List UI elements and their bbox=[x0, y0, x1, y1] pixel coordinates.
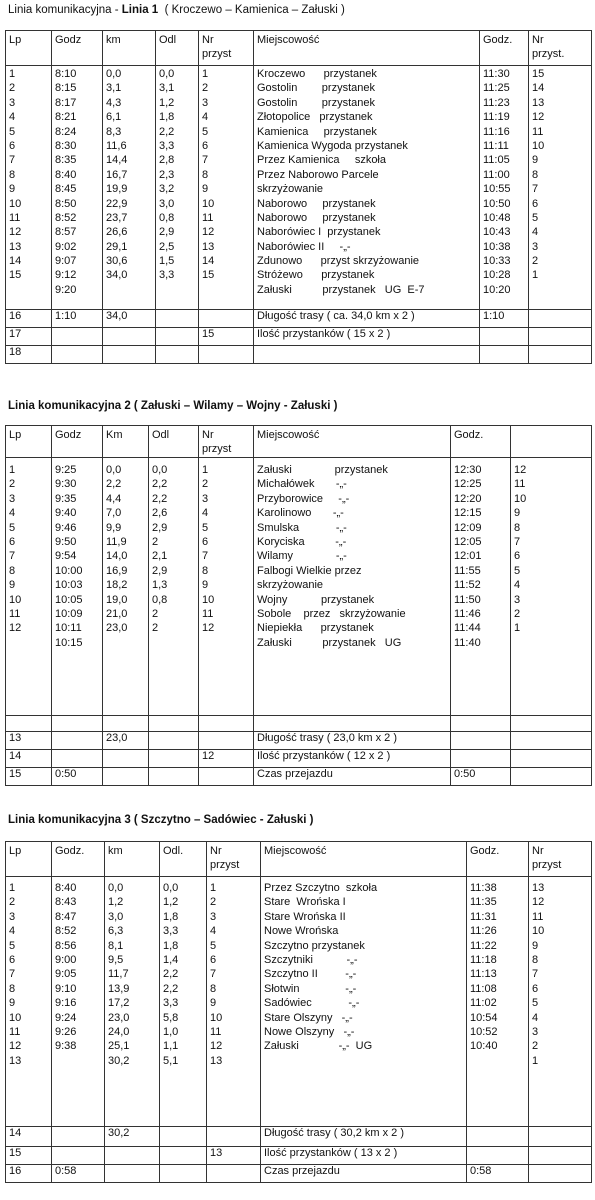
lp-column: 1 2 3 4 5 6 7 8 9 10 11 12 13 14 15 bbox=[6, 66, 52, 310]
nr-return-column: 15 14 13 12 11 10 9 8 7 6 5 4 3 2 1 bbox=[529, 66, 592, 310]
col-lp: Lp bbox=[6, 426, 52, 458]
table-row: 15 13 Ilość przystanków ( 13 x 2 ) bbox=[6, 1147, 592, 1165]
nr-column: 1 2 3 4 5 6 7 8 9 10 11 12 bbox=[199, 458, 254, 716]
table-row: 14 12 Ilość przystanków ( 12 x 2 ) bbox=[6, 750, 592, 768]
table-header-row bbox=[6, 842, 592, 877]
table-row: 18 bbox=[6, 346, 592, 364]
table-row: 14 30,2 Długość trasy ( 30,2 km x 2 ) bbox=[6, 1127, 592, 1147]
col-nr-przyst-return bbox=[511, 426, 592, 458]
nr-column: 1 2 3 4 5 6 7 8 9 10 11 12 13 bbox=[207, 877, 261, 1127]
col-lp: Lp bbox=[6, 842, 52, 877]
godz-return-column: 11:30 11:25 11:23 11:19 11:16 11:11 11:05 11:00 10:55 10:50 10:48 10:43 10:38 10:33 10:28 10:20 bbox=[480, 66, 529, 310]
km-column: 0,0 1,2 3,0 6,3 8,1 9,5 11,7 13,9 17,2 23,0 24,0 25,1 30,2 bbox=[105, 877, 160, 1127]
line-2-table bbox=[5, 425, 592, 786]
col-godz-return: Godz. bbox=[480, 31, 529, 66]
col-nr-przyst-return: Nr przyst bbox=[529, 842, 592, 877]
miejscowosc-column: Załuski przystanek Michałówek -„- Przyborowice -„- Karolinowo -„- Smulska -„- Koryciskа -„- Wilamy -„- Falbogi Wielkie przez skrzyżowanie Wojny przystanek Sobole przez skrzyżowanie Niepiekła przystanek Załuski przystanek UG bbox=[254, 458, 451, 716]
col-godz: Godz bbox=[52, 31, 103, 66]
line-3-title: Linia komunikacyjna 3 ( Szczytno – Sadówiec - Załuski ) bbox=[8, 814, 314, 826]
col-miejscowosc: Miejscowość bbox=[261, 842, 467, 877]
table-body-row bbox=[6, 66, 592, 310]
line-3-table bbox=[5, 841, 592, 1183]
odl-column: 0,0 3,1 1,2 1,8 2,2 3,3 2,8 2,3 3,2 3,0 0,8 2,9 2,5 1,5 3,3 bbox=[156, 66, 199, 310]
col-godz-return: Godz. bbox=[451, 426, 511, 458]
odl-column: 0,0 1,2 1,8 3,3 1,8 1,4 2,2 2,2 3,3 5,8 1,0 1,1 5,1 bbox=[160, 877, 207, 1127]
nr-return-column: 13 12 11 10 9 8 7 6 5 4 3 2 1 bbox=[529, 877, 592, 1127]
col-odl: Odl bbox=[156, 31, 199, 66]
col-godz-return: Godz. bbox=[467, 842, 529, 877]
table-row: 16 0:58 Czas przejazdu 0:58 bbox=[6, 1165, 592, 1183]
col-nr-przyst-return: Nr przyst. bbox=[529, 31, 592, 66]
table-row: 16 1:10 34,0 Długość trasy ( ca. 34,0 km x 2 ) 1:10 bbox=[6, 310, 592, 328]
col-odl: Odl. bbox=[160, 842, 207, 877]
godz-column: 9:25 9:30 9:35 9:40 9:46 9:50 9:54 10:00 10:03 10:05 10:09 10:11 10:15 bbox=[52, 458, 103, 716]
col-nr-przyst: Nr przyst bbox=[199, 426, 254, 458]
col-odl: Odl bbox=[149, 426, 199, 458]
line-1-table bbox=[5, 30, 592, 364]
col-nr-przyst: Nr przyst bbox=[199, 31, 254, 66]
table-row: 13 23,0 Długość trasy ( 23,0 km x 2 ) bbox=[6, 732, 592, 750]
col-km: km bbox=[105, 842, 160, 877]
miejscowosc-column: Kroczewo przystanek Gostolin przystanek Gostolin przystanek Złotopolice przystanek Kamienica przystanek Kamienica Wygoda przystanek Przez Kamienica szkoła Przez Naborowo Parcele skrzyżowanie Naborowo przystanek Naborowo przystanek Naborówiec I przystanek Naborówiec II -„- Zdunowo przyst skrzyżowanie Stróżewo przystanek Załuski przystanek UG E-7 bbox=[254, 66, 480, 310]
col-miejscowosc: Miejscowość bbox=[254, 426, 451, 458]
col-godz: Godz. bbox=[52, 842, 105, 877]
table-header-row bbox=[6, 426, 592, 458]
miejscowosc-column: Przez Szczytno szkoła Stare Wrońska I Stare Wrońska II Nowe Wrońska Szczytno przystanek Szczytniki -„- Szczytno II -„- Słotwin -„- Sadówiec -„- Stare Olszyny -„- Nowe Olszyny -„- Załuski -„- UG bbox=[261, 877, 467, 1127]
nr-column: 1 2 3 4 5 6 7 8 9 10 11 12 13 14 15 bbox=[199, 66, 254, 310]
godz-return-column: 11:38 11:35 11:31 11:26 11:22 11:18 11:13 11:08 11:02 10:54 10:52 10:40 bbox=[467, 877, 529, 1127]
table-row: 15 0:50 Czas przejazdu 0:50 bbox=[6, 768, 592, 786]
godz-return-column: 12:30 12:25 12:20 12:15 12:09 12:05 12:01 11:55 11:52 11:50 11:46 11:44 11:40 bbox=[451, 458, 511, 716]
nr-return-column: 12 11 10 9 8 7 6 5 4 3 2 1 bbox=[511, 458, 592, 716]
godz-column: 8:10 8:15 8:17 8:21 8:24 8:30 8:35 8:40 8:45 8:50 8:52 8:57 9:02 9:07 9:12 9:20 bbox=[52, 66, 103, 310]
table-header-row bbox=[6, 31, 592, 66]
col-lp: Lp bbox=[6, 31, 52, 66]
lp-column: 1 2 3 4 5 6 7 8 9 10 11 12 bbox=[6, 458, 52, 716]
line-1-title: Linia komunikacyjna - Linia 1 ( Kroczewo – Kamienica – Załuski ) bbox=[8, 4, 345, 16]
line-2-title: Linia komunikacyjna 2 ( Załuski – Wilamy – Wojny - Załuski ) bbox=[8, 400, 338, 412]
col-km: Km bbox=[103, 426, 149, 458]
km-column: 0,0 3,1 4,3 6,1 8,3 11,6 14,4 16,7 19,9 22,9 23,7 26,6 29,1 30,6 34,0 bbox=[103, 66, 156, 310]
table-body-row bbox=[6, 877, 592, 1127]
col-godz: Godz bbox=[52, 426, 103, 458]
col-miejscowosc: Miejscowość bbox=[254, 31, 480, 66]
col-km: km bbox=[103, 31, 156, 66]
lp-column: 1 2 3 4 5 6 7 8 9 10 11 12 13 bbox=[6, 877, 52, 1127]
col-nr-przyst: Nr przyst bbox=[207, 842, 261, 877]
table-row: 17 15 Ilość przystanków ( 15 x 2 ) bbox=[6, 328, 592, 346]
odl-column: 0,0 2,2 2,2 2,6 2,9 2 2,1 2,9 1,3 0,8 2 2 bbox=[149, 458, 199, 716]
table-row bbox=[6, 716, 592, 732]
godz-column: 8:40 8:43 8:47 8:52 8:56 9:00 9:05 9:10 9:16 9:24 9:26 9:38 bbox=[52, 877, 105, 1127]
table-body-row bbox=[6, 458, 592, 716]
km-column: 0,0 2,2 4,4 7,0 9,9 11,9 14,0 16,9 18,2 19,0 21,0 23,0 bbox=[103, 458, 149, 716]
